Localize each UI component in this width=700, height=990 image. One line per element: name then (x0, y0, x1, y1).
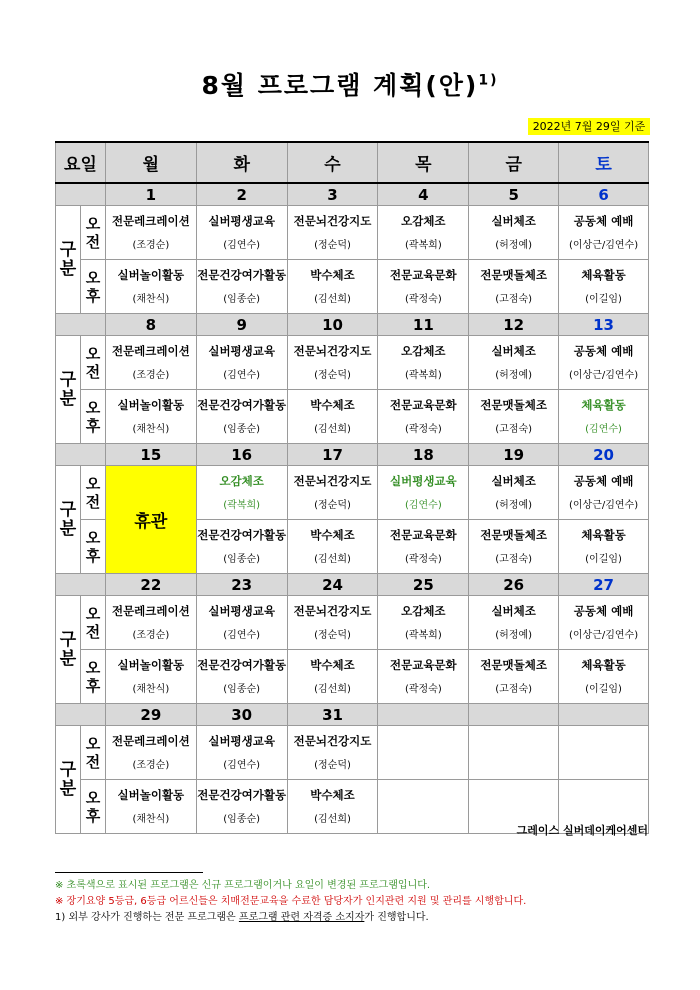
date-cell: 22 (105, 574, 196, 596)
program-instructor: (김연수) (223, 239, 261, 251)
note-dementia-care: ※ 장기요양 5등급, 6등급 어르신들은 치매전문교육을 수료한 담당자가 인지관련 지원 및 관리를 시행합니다. (55, 896, 527, 907)
program-cell (287, 596, 378, 650)
program-instructor: (김연수) (223, 369, 261, 381)
program-name: 실버체조 (491, 343, 536, 358)
program-cell (287, 260, 378, 314)
program-instructor: (임종순) (223, 423, 261, 435)
program-name: 체육활동 (581, 397, 626, 412)
closed-cell: 휴관 (105, 466, 196, 574)
pm-label: 오 후 (80, 650, 105, 704)
program-cell (196, 466, 287, 520)
program-cell (287, 520, 378, 574)
program-instructor: (곽정숙) (404, 683, 442, 695)
program-cell (469, 726, 559, 780)
date-cell: 4 (378, 183, 469, 206)
program-name: 전문맷돌체조 (480, 657, 547, 672)
schedule-table (55, 141, 649, 834)
date-cell: 29 (105, 704, 196, 726)
program-instructor: (이상근/김연수) (568, 499, 639, 511)
pm-row (56, 390, 649, 444)
header-day-sat: 토 (559, 142, 649, 183)
program-cell (469, 260, 559, 314)
program-instructor: (채찬식) (132, 423, 170, 435)
program-name: 전문레크레이션 (111, 343, 190, 358)
date-cell: 12 (469, 314, 559, 336)
program-cell (105, 650, 196, 704)
program-cell (469, 390, 559, 444)
program-name: 실버놀이활동 (117, 787, 185, 802)
date-cell: 16 (196, 444, 287, 466)
date-cell (378, 704, 469, 726)
date-row (56, 704, 649, 726)
header-day-label: 요일 (56, 142, 106, 183)
program-instructor: (조경순) (132, 239, 170, 251)
program-instructor: (정순덕) (314, 239, 351, 251)
program-cell (378, 390, 469, 444)
organization-name: 그레이스 실버데이케어센터 (516, 824, 648, 837)
note-green-programs: ※ 초록색으로 표시된 프로그램은 신규 프로그램이거나 요일이 변경된 프로그램입니다. (55, 880, 431, 891)
program-cell (287, 650, 378, 704)
program-cell (559, 650, 649, 704)
program-name: 전문맷돌체조 (480, 397, 547, 412)
program-instructor: (이길임) (585, 553, 622, 565)
program-instructor: (허정예) (495, 629, 533, 641)
program-instructor: (채찬식) (132, 813, 170, 825)
program-cell (378, 260, 469, 314)
date-row (56, 314, 649, 336)
am-row (56, 596, 649, 650)
program-instructor: (이길임) (585, 293, 622, 305)
program-cell (196, 650, 287, 704)
program-instructor: (김선희) (314, 813, 351, 825)
program-name: 실버평생교육 (208, 733, 275, 748)
program-name: 오감체조 (401, 343, 446, 358)
row-label-gubun: 구 분 (56, 726, 81, 834)
program-cell (105, 390, 196, 444)
program-cell (196, 260, 287, 314)
program-cell (196, 726, 287, 780)
title-text: 8월 프로그램 계획(안) (201, 71, 479, 100)
program-instructor: (조경순) (132, 759, 170, 771)
program-cell (196, 520, 287, 574)
program-cell (559, 336, 649, 390)
program-instructor: (곽복희) (404, 239, 442, 251)
program-instructor: (김선희) (314, 683, 351, 695)
program-name: 오감체조 (401, 213, 446, 228)
program-cell (559, 390, 649, 444)
program-cell (469, 650, 559, 704)
date-row-label-cell (56, 314, 106, 336)
program-instructor: (곽복희) (404, 369, 442, 381)
row-label-gubun: 구 분 (56, 206, 81, 314)
program-name: 체육활동 (581, 267, 626, 282)
program-name: 전문건강여가활동 (197, 657, 287, 672)
program-name: 전문뇌건강지도 (293, 473, 372, 488)
program-name: 실버체조 (491, 473, 536, 488)
program-cell (196, 596, 287, 650)
program-name: 공동체 예배 (573, 343, 634, 358)
date-cell: 24 (287, 574, 378, 596)
program-cell (287, 466, 378, 520)
date-cell: 1 (105, 183, 196, 206)
program-cell (469, 596, 559, 650)
header-row (56, 142, 649, 183)
program-instructor: (곽정숙) (404, 423, 442, 435)
program-cell (378, 726, 469, 780)
program-instructor: (김연수) (404, 499, 442, 511)
program-instructor: (허정예) (495, 369, 533, 381)
program-instructor: (정순덕) (314, 629, 351, 641)
date-row (56, 183, 649, 206)
program-cell (469, 520, 559, 574)
header-day-tue: 화 (196, 142, 287, 183)
program-cell (559, 466, 649, 520)
program-instructor: (채찬식) (132, 683, 170, 695)
program-name: 전문맷돌체조 (480, 527, 547, 542)
program-instructor: (곽복희) (404, 629, 442, 641)
program-cell (287, 726, 378, 780)
program-instructor: (곽정숙) (404, 293, 442, 305)
header-day-wed: 수 (287, 142, 378, 183)
program-name: 박수체조 (310, 657, 355, 672)
date-cell: 23 (196, 574, 287, 596)
program-cell (378, 466, 469, 520)
program-name: 전문레크레이션 (111, 213, 190, 228)
program-name: 전문건강여가활동 (197, 267, 287, 282)
program-cell (469, 466, 559, 520)
program-name: 전문뇌건강지도 (293, 733, 372, 748)
am-label: 오 전 (80, 206, 105, 260)
program-name: 실버평생교육 (390, 473, 457, 488)
date-cell: 31 (287, 704, 378, 726)
date-cell: 9 (196, 314, 287, 336)
program-name: 박수체조 (310, 787, 355, 802)
program-cell (105, 780, 196, 834)
program-instructor: (고점숙) (495, 553, 533, 565)
program-cell (469, 206, 559, 260)
program-name: 실버평생교육 (208, 343, 275, 358)
program-name: 박수체조 (310, 267, 355, 282)
program-cell (105, 336, 196, 390)
date-cell: 18 (378, 444, 469, 466)
date-cell: 8 (105, 314, 196, 336)
header-day-thu: 목 (378, 142, 469, 183)
program-name: 전문뇌건강지도 (293, 603, 372, 618)
program-name: 전문교육문화 (390, 657, 457, 672)
am-label: 오 전 (80, 726, 105, 780)
program-instructor: (이길임) (585, 683, 622, 695)
date-cell: 25 (378, 574, 469, 596)
pm-label: 오 후 (80, 260, 105, 314)
header-day-fri: 금 (469, 142, 559, 183)
am-row (56, 726, 649, 780)
note3-text-pre: 1) 외부 강사가 진행하는 전문 프로그램은 (55, 912, 239, 923)
program-name: 전문교육문화 (390, 267, 457, 282)
header-day-mon: 월 (105, 142, 196, 183)
program-name: 실버놀이활동 (117, 657, 185, 672)
row-label-gubun: 구 분 (56, 336, 81, 444)
program-name: 전문뇌건강지도 (293, 213, 372, 228)
am-label: 오 전 (80, 596, 105, 650)
date-row-label-cell (56, 704, 106, 726)
date-cell: 26 (469, 574, 559, 596)
row-label-gubun: 구 분 (56, 596, 81, 704)
program-cell (105, 206, 196, 260)
date-cell: 17 (287, 444, 378, 466)
date-cell: 30 (196, 704, 287, 726)
program-cell (559, 726, 649, 780)
program-instructor: (고점숙) (495, 423, 533, 435)
program-name: 전문뇌건강지도 (293, 343, 372, 358)
program-instructor: (이상근/김연수) (568, 239, 639, 251)
program-cell (378, 596, 469, 650)
program-name: 전문교육문화 (390, 397, 457, 412)
program-instructor: (이상근/김연수) (568, 629, 639, 641)
program-cell (559, 596, 649, 650)
date-cell: 2 (196, 183, 287, 206)
program-name: 체육활동 (581, 527, 626, 542)
program-name: 공동체 예배 (573, 213, 634, 228)
program-cell (559, 206, 649, 260)
program-cell (378, 780, 469, 834)
program-name: 전문레크레이션 (111, 603, 190, 618)
date-cell: 10 (287, 314, 378, 336)
pm-label: 오 후 (80, 520, 105, 574)
program-cell (105, 726, 196, 780)
program-name: 전문건강여가활동 (197, 527, 287, 542)
date-cell: 11 (378, 314, 469, 336)
program-cell (105, 260, 196, 314)
program-cell (378, 520, 469, 574)
footnotes (55, 878, 526, 926)
program-cell (196, 780, 287, 834)
program-cell (378, 336, 469, 390)
program-instructor: (이상근/김연수) (568, 369, 639, 381)
program-instructor: (허정예) (495, 239, 533, 251)
program-instructor: (김선희) (314, 293, 351, 305)
date-cell: 13 (559, 314, 649, 336)
program-instructor: (김연수) (223, 759, 261, 771)
program-cell (196, 206, 287, 260)
program-cell (287, 206, 378, 260)
program-instructor: (김선희) (314, 553, 351, 565)
program-instructor: (임종순) (223, 813, 261, 825)
program-instructor: (임종순) (223, 293, 261, 305)
program-cell (287, 336, 378, 390)
date-row (56, 574, 649, 596)
program-name: 실버체조 (491, 213, 536, 228)
program-cell (378, 650, 469, 704)
program-instructor: (고점숙) (495, 293, 533, 305)
pm-row (56, 260, 649, 314)
date-cell: 3 (287, 183, 378, 206)
program-cell (378, 206, 469, 260)
pm-row (56, 650, 649, 704)
date-cell: 19 (469, 444, 559, 466)
program-name: 실버평생교육 (208, 603, 275, 618)
row-label-gubun: 구 분 (56, 466, 81, 574)
date-cell (559, 704, 649, 726)
note-external-instructors (55, 910, 526, 926)
date-cell: 27 (559, 574, 649, 596)
program-instructor: (임종순) (223, 553, 261, 565)
program-name: 전문교육문화 (390, 527, 457, 542)
program-name: 실버평생교육 (208, 213, 275, 228)
program-instructor: (김선희) (314, 423, 351, 435)
program-cell (196, 336, 287, 390)
program-name: 실버놀이활동 (117, 397, 185, 412)
date-cell: 6 (559, 183, 649, 206)
program-instructor: (정순덕) (314, 759, 351, 771)
date-cell: 5 (469, 183, 559, 206)
program-cell (469, 336, 559, 390)
program-cell (287, 780, 378, 834)
program-instructor: (채찬식) (132, 293, 170, 305)
program-cell (559, 520, 649, 574)
date-row (56, 444, 649, 466)
program-name: 오감체조 (401, 603, 446, 618)
program-cell (105, 596, 196, 650)
program-name: 박수체조 (310, 397, 355, 412)
pm-label: 오 후 (80, 390, 105, 444)
program-name: 전문건강여가활동 (197, 787, 287, 802)
am-row (56, 336, 649, 390)
program-name: 박수체조 (310, 527, 355, 542)
program-instructor: (조경순) (132, 629, 170, 641)
am-label: 오 전 (80, 466, 105, 520)
program-name: 공동체 예배 (573, 603, 634, 618)
pm-label: 오 후 (80, 780, 105, 834)
program-instructor: (곽복희) (223, 499, 261, 511)
program-instructor: (곽정숙) (404, 553, 442, 565)
footnote-divider (55, 872, 203, 873)
date-cell: 20 (559, 444, 649, 466)
program-name: 오감체조 (219, 473, 264, 488)
program-name: 공동체 예배 (573, 473, 634, 488)
program-instructor: (임종순) (223, 683, 261, 695)
program-cell (559, 260, 649, 314)
program-cell (287, 390, 378, 444)
program-instructor: (조경순) (132, 369, 170, 381)
date-row-label-cell (56, 183, 106, 206)
program-name: 전문맷돌체조 (480, 267, 547, 282)
program-instructor: (김연수) (585, 423, 622, 435)
program-cell (196, 390, 287, 444)
title-footnote-mark: 1) (478, 72, 499, 89)
am-row (56, 466, 649, 520)
note3-underlined-text: 프로그램 관련 자격증 소지자 (238, 912, 365, 923)
program-instructor: (정순덕) (314, 369, 351, 381)
program-instructor: (고점숙) (495, 683, 533, 695)
program-name: 실버체조 (491, 603, 536, 618)
program-name: 실버놀이활동 (117, 267, 185, 282)
date-row-label-cell (56, 444, 106, 466)
program-name: 전문레크레이션 (111, 733, 190, 748)
program-name: 체육활동 (581, 657, 626, 672)
program-instructor: (정순덕) (314, 499, 351, 511)
am-row (56, 206, 649, 260)
date-cell: 15 (105, 444, 196, 466)
basis-date-badge: 2022년 7월 29일 기준 (528, 118, 650, 135)
program-instructor: (김연수) (223, 629, 261, 641)
note3-text-post: 가 진행합니다. (364, 912, 429, 923)
date-cell (469, 704, 559, 726)
program-instructor: (허정예) (495, 499, 533, 511)
program-name: 전문건강여가활동 (197, 397, 287, 412)
date-row-label-cell (56, 574, 106, 596)
page-title (0, 66, 700, 102)
am-label: 오 전 (80, 336, 105, 390)
